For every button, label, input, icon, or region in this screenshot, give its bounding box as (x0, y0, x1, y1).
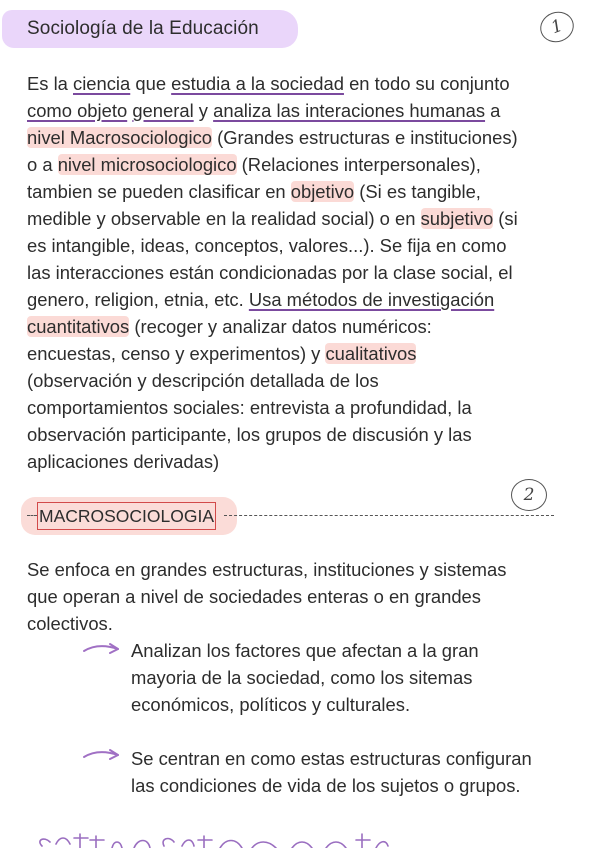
bullet-text (131, 637, 581, 718)
text-line: económicos, políticos y culturales. (131, 694, 411, 715)
text-line: es intangible, ideas, conceptos, valores...). Se fija en como (27, 235, 507, 256)
underlined-text: general (132, 100, 194, 121)
text-segment: (si (493, 208, 518, 229)
page-title: Sociología de la Educación (27, 18, 259, 39)
dashed-divider (27, 515, 37, 516)
highlighted-text: nivel Macrosociologico (27, 127, 213, 148)
page-number-2-icon: 2 (511, 479, 547, 511)
text-line (27, 151, 587, 178)
text-segment: (Si es tangible, (354, 181, 481, 202)
highlighted-text: objetivo (290, 181, 355, 202)
highlighted-text: nivel microsociologico (57, 154, 237, 175)
text-segment: Es la (27, 73, 73, 94)
text-line (27, 97, 587, 124)
arrow-icon (82, 747, 122, 767)
underlined-text: estudia a la sociedad (171, 73, 344, 94)
text-line (27, 178, 587, 205)
text-segment: (Relaciones interpersonales), (236, 154, 481, 175)
section-heading: MACROSOCIOLOGIA (37, 502, 216, 530)
text-segment: y (193, 100, 214, 121)
text-segment: encuestas, censo y experimentos) y (27, 343, 326, 364)
handwritten-scribble (30, 828, 390, 848)
text-segment: (recoger y analizar datos numéricos: (129, 316, 432, 337)
text-line: (observación y descripción detallada de los (27, 370, 379, 391)
text-line (27, 286, 587, 313)
text-line: aplicaciones derivadas) (27, 451, 220, 472)
highlighted-text: subjetivo (420, 208, 494, 229)
highlighted-text: cualitativos (325, 343, 417, 364)
text-segment: (Grandes estructuras e instituciones) (212, 127, 518, 148)
macro-paragraph (27, 556, 587, 637)
text-line: las condiciones de vida de los sujetos o grupos. (131, 775, 521, 796)
text-line: las interacciones están condicionadas por la clase social, el (27, 262, 513, 283)
text-segment: a (485, 100, 501, 121)
text-segment: medible y observable en la realidad social) o en (27, 208, 421, 229)
text-segment: en todo su conjunto (343, 73, 510, 94)
text-line (27, 70, 587, 97)
text-line (27, 313, 587, 340)
page-number-1-icon: 1 (536, 7, 578, 47)
section-heading-row (27, 500, 554, 530)
text-line (27, 124, 587, 151)
highlighted-text: cuantitativos (27, 316, 130, 337)
text-line (27, 205, 587, 232)
text-segment: genero, religion, etnia, etc. (27, 289, 249, 310)
text-line: observación participante, los grupos de discusión y las (27, 424, 472, 445)
text-segment: tambien se pueden clasificar en (27, 181, 291, 202)
dashed-divider (224, 515, 554, 516)
text-line: Se centran en como estas estructuras configuran (131, 748, 532, 769)
text-line: mayoria de la sociedad, como los sitemas (131, 667, 473, 688)
underlined-text: analiza las interaciones humanas (213, 100, 486, 121)
text-line (27, 340, 587, 367)
underlined-text: Usa métodos de investigación (248, 289, 495, 310)
underlined-text: como objeto (27, 100, 128, 121)
underlined-text: ciencia (73, 73, 131, 94)
text-segment: que (130, 73, 172, 94)
arrow-icon (82, 639, 122, 659)
text-line: colectivos. (27, 613, 113, 634)
text-line: comportamientos sociales: entrevista a profundidad, la (27, 397, 472, 418)
bullet-text (131, 745, 581, 799)
text-line: Se enfoca en grandes estructuras, instituciones y sistemas (27, 559, 507, 580)
intro-paragraph (27, 70, 587, 475)
text-segment: o a (27, 154, 58, 175)
text-line: Analizan los factores que afectan a la gran (131, 640, 479, 661)
text-line: que operan a nivel de sociedades enteras o en grandes (27, 586, 481, 607)
